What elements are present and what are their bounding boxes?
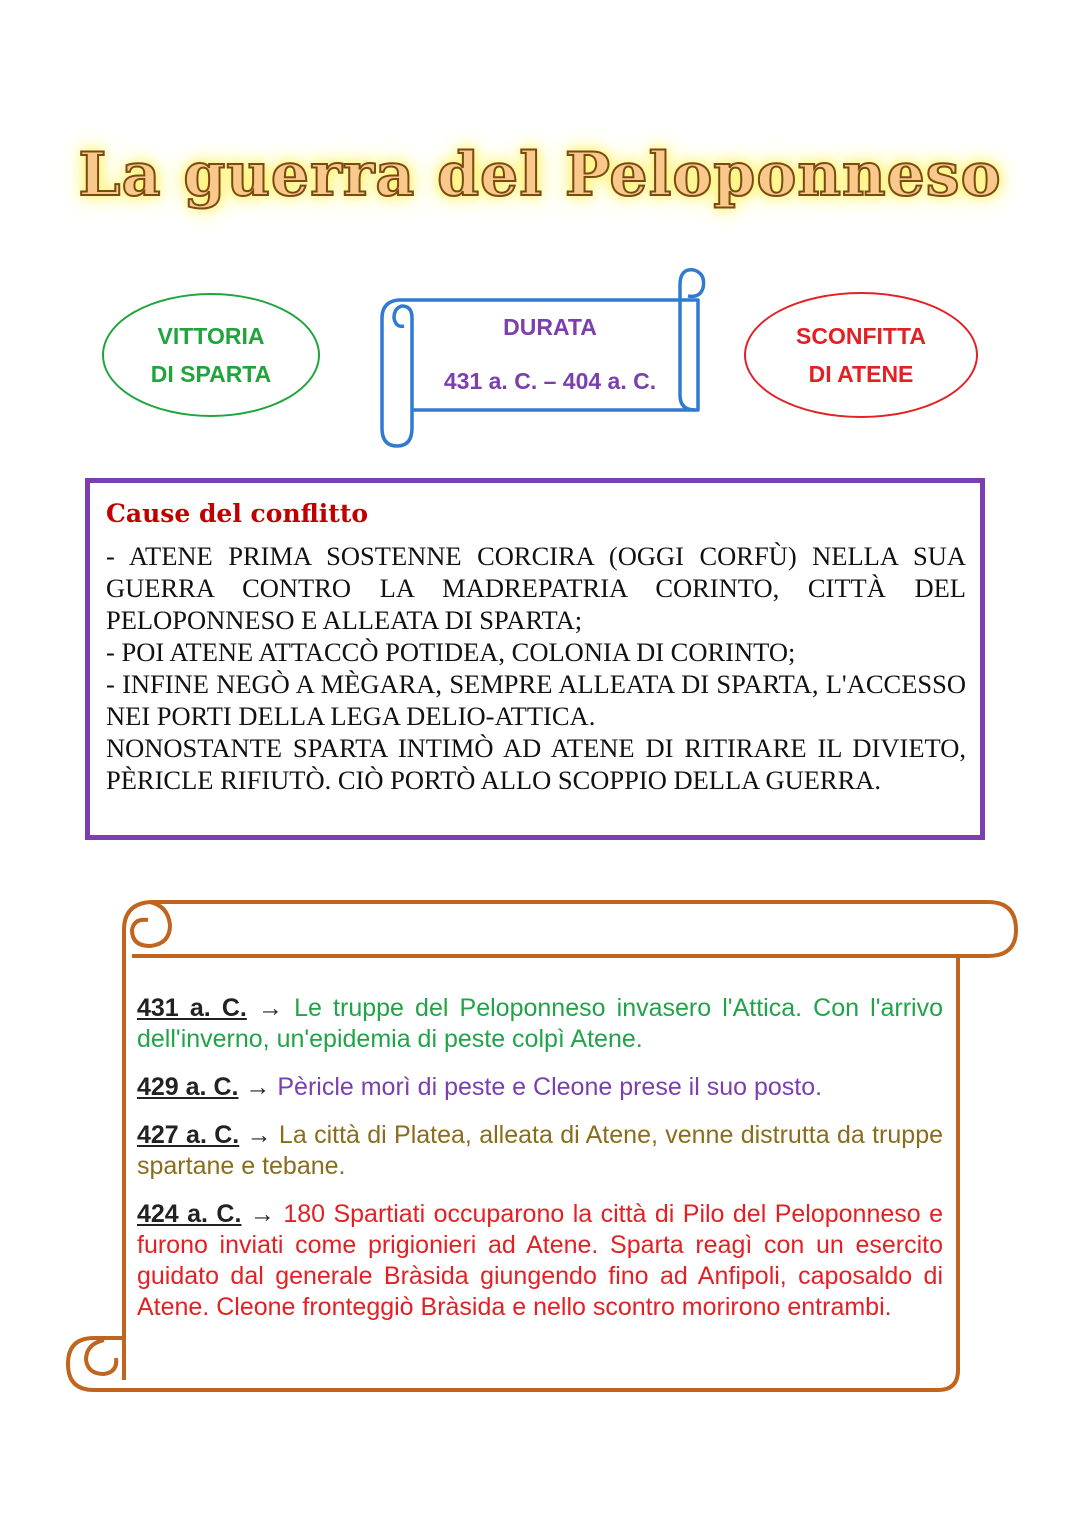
timeline-date: 427 a. C. [137, 1121, 240, 1149]
causes-box [85, 478, 985, 840]
timeline-entry [137, 1120, 943, 1182]
victory-line-1: VITTORIA [157, 323, 265, 349]
defeat-line-1: SCONFITTA [796, 323, 926, 349]
page-title: La guerra del Peloponneso [78, 140, 1002, 210]
defeat-line-2: DI ATENE [808, 361, 914, 387]
timeline-text: La città di Platea, alleata di Atene, venne distrutta da truppe spartane e tebane. [137, 1121, 943, 1180]
timeline-date: 431 a. C. [137, 994, 247, 1022]
duration-years: 431 a. C. – 404 a. C. [443, 368, 657, 394]
arrow-icon: → [245, 1073, 271, 1101]
cause-line: - POI ATENE ATTACCÒ POTIDEA, COLONIA DI CORINTO; [106, 637, 796, 667]
cause-line: - ATENE PRIMA SOSTENNE CORCIRA (OGGI CORFÙ) NELLA SUA GUERRA CONTRO LA MADREPATRIA CORINTO, CITTÀ DEL PELOPONNESO E ALLEATA DI SPARTA; [106, 541, 966, 635]
timeline-entry [137, 1199, 943, 1323]
timeline-text: Le truppe del Peloponneso invasero l'Attica. Con l'arrivo dell'inverno, un'epidemia di peste colpì Atene. [137, 994, 944, 1053]
timeline-text: Pèricle morì di peste e Cleone prese il suo posto. [277, 1073, 823, 1101]
duration-label: DURATA [503, 314, 597, 340]
timeline-text: 180 Spartiati occuparono la città di Pilo del Peloponneso e furono inviati come prigionieri ad Atene. Sparta reagì con un esercito guidato dal generale Bràsida giungendo fino ad Anfipoli, caposaldo di Atene. Cleone fronteggiò Bràsida e nello scontro morirono entrambi. [137, 1200, 943, 1321]
arrow-icon: → [257, 994, 283, 1022]
timeline [137, 993, 943, 1340]
causes-title: Cause del conflitto [106, 499, 369, 528]
arrow-icon: → [246, 1121, 272, 1149]
cause-line: - INFINE NEGÒ A MÈGARA, SEMPRE ALLEATA DI SPARTA, L'ACCESSO NEI PORTI DELLA LEGA DELIO-ATTICA. [106, 669, 966, 731]
timeline-entry [137, 1072, 943, 1103]
timeline-date: 424 a. C. [137, 1200, 242, 1228]
cause-line: NONOSTANTE SPARTA INTIMÒ AD ATENE DI RITIRARE IL DIVIETO, PÈRICLE RIFIUTÒ. CIÒ PORTÒ ALLO SCOPPIO DELLA GUERRA. [106, 733, 966, 795]
duration-scroll-shape [382, 270, 704, 446]
arrow-icon: → [249, 1200, 275, 1228]
timeline-entry [137, 993, 943, 1055]
victory-line-2: DI SPARTA [150, 361, 272, 387]
timeline-date: 429 a. C. [137, 1073, 239, 1101]
